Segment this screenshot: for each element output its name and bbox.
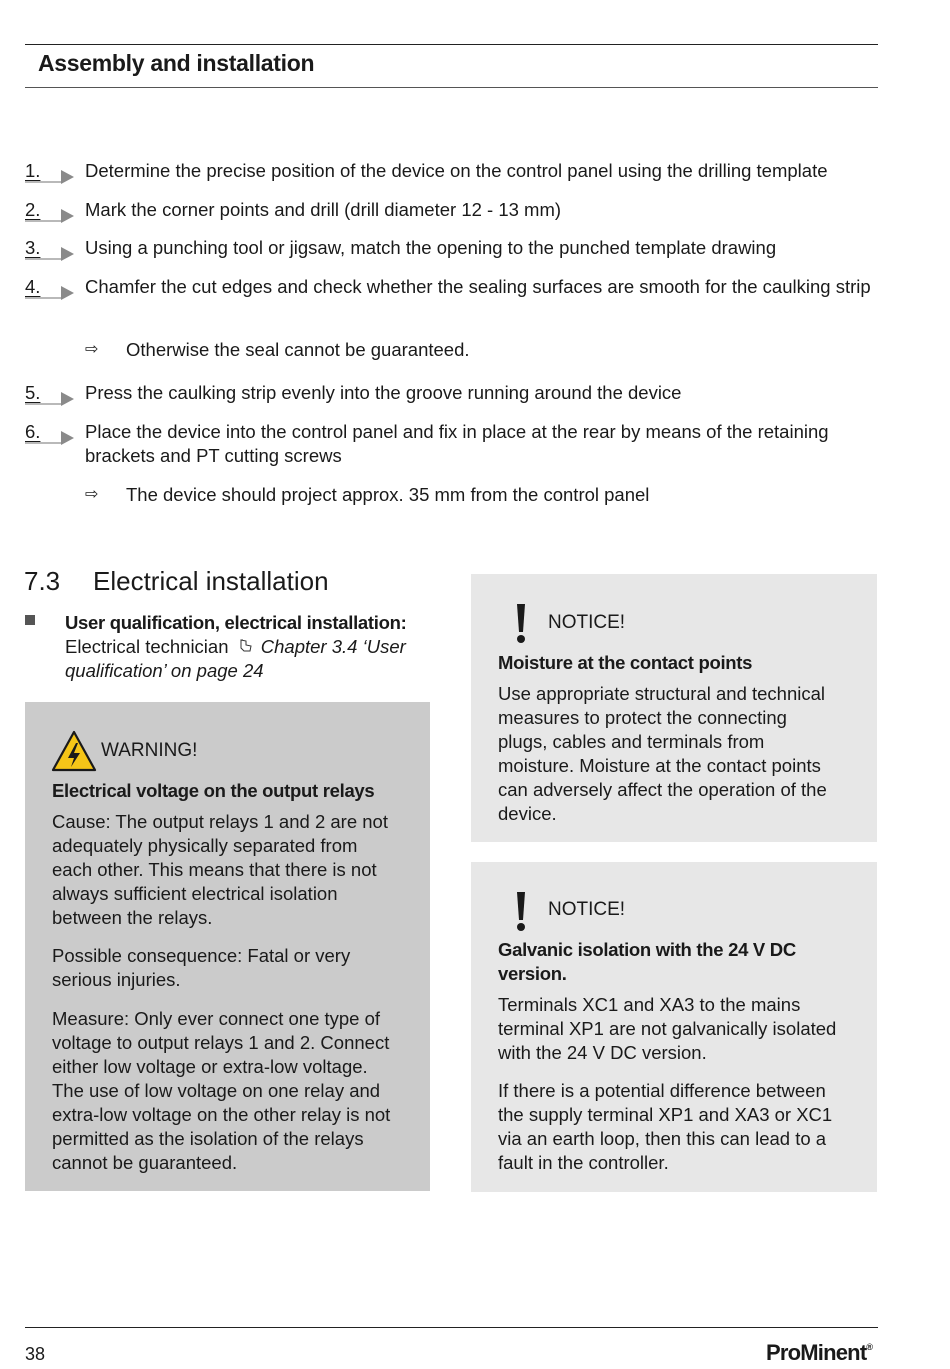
qualification-value: Electrical technician — [65, 636, 229, 657]
brand-name: ProMinent — [766, 1340, 867, 1365]
result-arrow-icon: ⇨ — [85, 341, 99, 358]
exclamation-icon — [516, 892, 526, 932]
header-bottom-rule — [25, 87, 878, 88]
step-text: Press the caulking strip evenly into the groove running around the device — [85, 382, 682, 403]
step-number: 1. — [25, 159, 73, 183]
result-arrow-icon: ⇨ — [85, 486, 99, 503]
warning-signal-word: WARNING! — [101, 740, 198, 761]
pointing-hand-icon — [238, 638, 254, 654]
step-text: Using a punching tool or jigsaw, match the opening to the punched template drawing — [85, 237, 777, 258]
running-header: Assembly and installation — [38, 50, 315, 76]
header-top-rule — [25, 44, 878, 45]
notice-signal-word: NOTICE! — [548, 899, 626, 920]
step-number: 5. — [25, 381, 73, 405]
square-bullet-icon — [25, 615, 35, 625]
notice-text: Terminals XC1 and XA3 to the mains terminal XP1 are not galvanically isolated with the 24 V DC version. — [498, 994, 837, 1063]
notice-text: If there is a potential difference between the supply terminal XP1 and XA3 or XC1 via an earth loop, then this can lead to a fault in the controller. — [498, 1080, 833, 1173]
warning-consequence: Possible consequence: Fatal or very serious injuries. — [52, 945, 351, 990]
chapter-link[interactable]: Chapter 3.4 ‘User qualification’ on page 24 — [65, 636, 406, 681]
notice-subtitle: Galvanic isolation with the 24 V DC version. — [498, 939, 796, 984]
high-voltage-warning-icon — [51, 730, 97, 772]
registered-mark: ® — [866, 1342, 873, 1352]
chapter-title: Electrical installation — [93, 566, 329, 596]
qualification-label: User qualification, electrical installation: — [65, 612, 407, 633]
step-number: 2. — [25, 198, 73, 222]
result-text: The device should project approx. 35 mm from the control panel — [126, 484, 650, 505]
result-text: Otherwise the seal cannot be guaranteed. — [126, 339, 470, 360]
step-number: 6. — [25, 420, 73, 444]
notice-text: Use appropriate structural and technical measures to protect the connecting plugs, cables and terminals from moisture. Moisture at the contact points can adversely affect the operation of the device. — [498, 683, 827, 824]
warning-box — [25, 702, 430, 1191]
step-number: 3. — [25, 236, 73, 260]
notice-subtitle: Moisture at the contact points — [498, 652, 753, 673]
warning-subtitle: Electrical voltage on the output relays — [52, 780, 375, 801]
brand-logo — [766, 1340, 872, 1366]
warning-measure: Measure: Only ever connect one type of voltage to output relays 1 and 2. Connect either low voltage or extra-low voltage. The use of low voltage on one relay and extra-low voltage on the other relay is not permitted as the isolation of the relays cannot be guaranteed. — [52, 1008, 391, 1173]
step-text: Determine the precise position of the device on the control panel using the drilling template — [85, 160, 828, 181]
step-number: 4. — [25, 275, 73, 299]
page-number: 38 — [25, 1344, 46, 1364]
step-text: Chamfer the cut edges and check whether the sealing surfaces are smooth for the caulking strip — [85, 276, 871, 297]
step-text: Place the device into the control panel and fix in place at the rear by means of the retaining brackets and PT cutting screws — [85, 421, 829, 466]
notice-box — [471, 862, 877, 1192]
footer-rule — [25, 1327, 878, 1328]
chapter-number: 7.3 — [24, 566, 61, 596]
notice-box — [471, 574, 877, 842]
warning-cause: Cause: The output relays 1 and 2 are not adequately physically separated from each other. This means that there is not always sufficient electrical isolation between the relays. — [52, 811, 388, 928]
notice-signal-word: NOTICE! — [548, 612, 626, 633]
step-text: Mark the corner points and drill (drill diameter 12 - 13 mm) — [85, 199, 562, 220]
exclamation-icon — [516, 604, 526, 644]
